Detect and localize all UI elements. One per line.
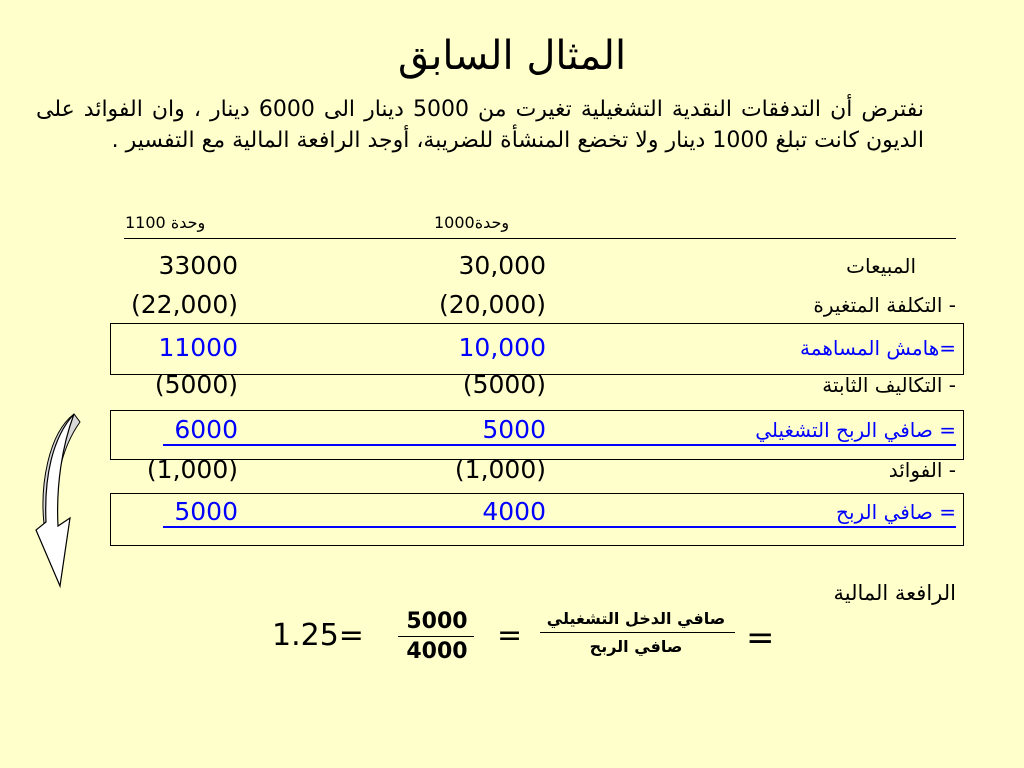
curved-arrow-icon <box>34 412 86 590</box>
cell-operating-profit-1100: 6000 <box>174 415 238 444</box>
cell-net-profit-1100: 5000 <box>174 497 238 526</box>
value-denominator: 4000 <box>406 639 468 664</box>
page-title: المثال السابق <box>397 33 627 79</box>
value-numerator: 5000 <box>406 609 468 634</box>
row-label-operating-profit: = صافي الربح التشغيلي <box>755 418 956 442</box>
row-label-interest: - الفوائد <box>888 458 956 482</box>
operating-profit-underline <box>163 444 956 446</box>
header-underline <box>124 238 956 239</box>
formula-numerator: صافي الدخل التشغيلي <box>546 609 726 628</box>
cell-operating-profit-1000: 5000 <box>482 415 546 444</box>
cell-variable-cost-1000: (20,000) <box>439 290 546 319</box>
problem-statement: نفترض أن التدفقات النقدية التشغيلية تغيرت من 5000 دينار الى 6000 دينار ، وان الفوائد على الديون كانت تبلغ 1000 دينار ولا تخضع المنشأة للضريبة، أوجد الرافعة المالية مع التفسير . <box>36 97 924 153</box>
cell-contribution-margin-1100: 11000 <box>158 333 238 362</box>
value-fraction-bar <box>398 636 474 637</box>
cell-interest-1000: (1,000) <box>454 455 546 484</box>
cell-contribution-margin-1000: 10,000 <box>458 333 546 362</box>
row-label-sales: المبيعات <box>846 254 916 278</box>
cell-fixed-costs-1100: (5000) <box>154 370 238 399</box>
row-label-variable-cost: - التكلفة المتغيرة <box>813 293 956 317</box>
column-header-1000: 1000وحدة <box>434 213 510 232</box>
cell-net-profit-1000: 4000 <box>482 497 546 526</box>
column-header-1100: 1100 وحدة <box>125 213 206 232</box>
cell-variable-cost-1100: (22,000) <box>131 290 238 319</box>
net-profit-underline <box>163 526 956 528</box>
row-label-net-profit: = صافي الربح <box>836 500 956 524</box>
cell-sales-1100: 33000 <box>158 251 238 280</box>
leverage-result: 1.25= <box>272 618 364 653</box>
cell-interest-1100: (1,000) <box>146 455 238 484</box>
equals-sign-values: = <box>497 618 523 653</box>
formula-denominator: صافي الربح <box>589 637 683 656</box>
cell-fixed-costs-1000: (5000) <box>462 370 546 399</box>
financial-leverage-label: الرافعة المالية <box>833 581 956 605</box>
row-label-contribution-margin: =هامش المساهمة <box>800 336 956 360</box>
formula-fraction-bar <box>540 632 735 633</box>
row-label-fixed-costs: - التكاليف الثابتة <box>822 373 956 397</box>
cell-sales-1000: 30,000 <box>458 251 546 280</box>
equals-sign-formula: = <box>746 618 775 658</box>
